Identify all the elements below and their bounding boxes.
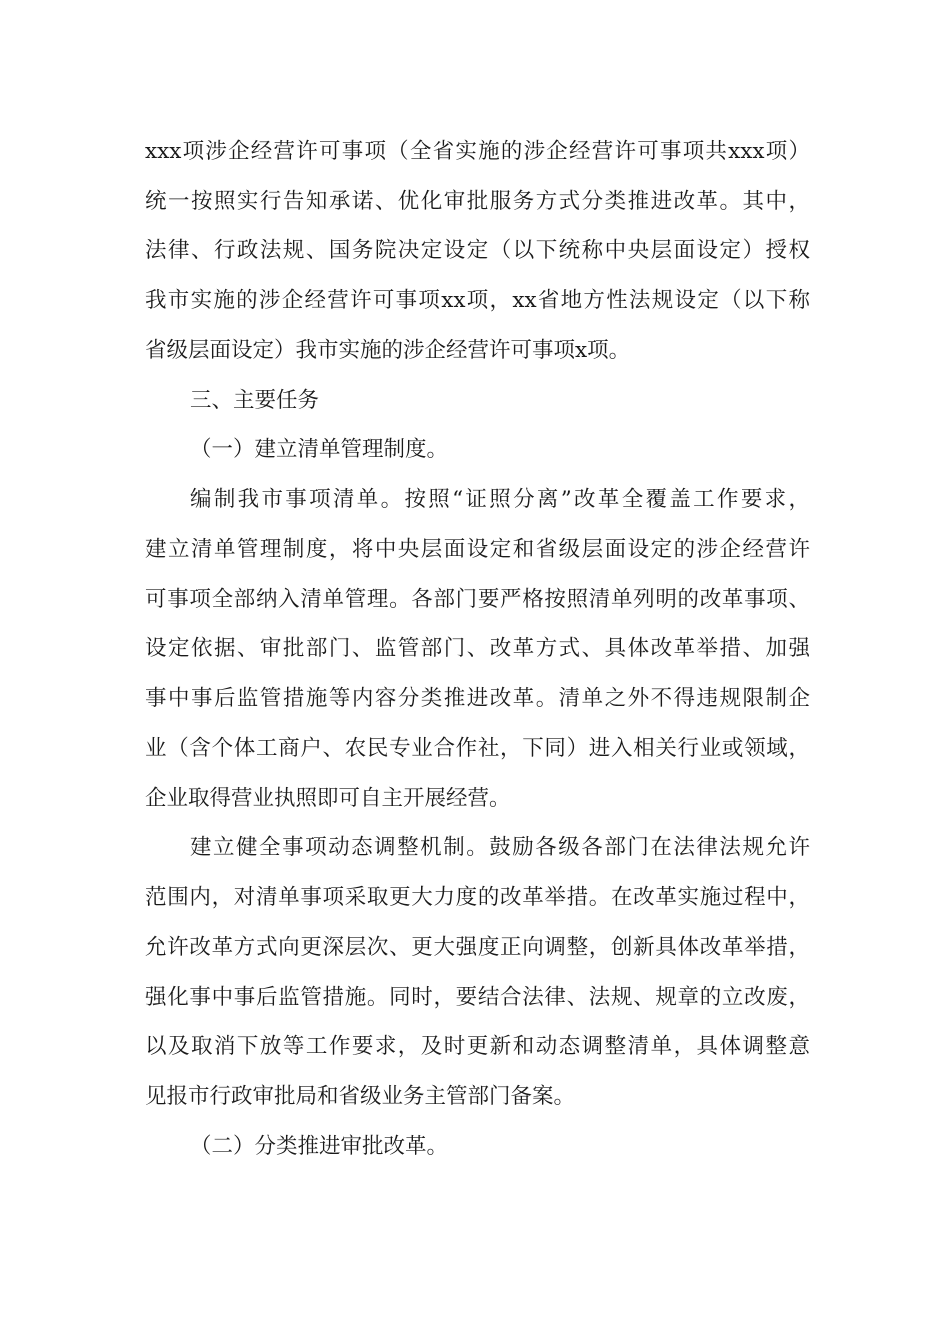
paragraph-line: 以及取消下放等工作要求，及时更新和动态调整清单，具体调整意: [145, 1034, 810, 1059]
paragraph-line: 允许改革方式向更深层次、更大强度正向调整，创新具体改革举措，: [145, 935, 810, 960]
paragraph-line: 编制我市事项清单。按照“证照分离”改革全覆盖工作要求，: [190, 487, 810, 512]
paragraph-line: 范围内，对清单事项采取更大力度的改革举措。在改革实施过程中，: [145, 885, 810, 910]
paragraph-line: 设定依据、审批部门、监管部门、改革方式、具体改革举措、加强: [145, 636, 810, 661]
paragraph-line: 见报市行政审批局和省级业务主管部门备案。: [145, 1084, 576, 1109]
subsection-heading: （二）分类推进审批改革。: [190, 1134, 449, 1159]
paragraph-line: 业（含个体工商户、农民专业合作社，下同）进入相关行业或领域，: [145, 736, 810, 761]
paragraph-line: 事中事后监管措施等内容分类推进改革。清单之外不得违规限制企: [145, 686, 810, 711]
paragraph-line: 我市实施的涉企经营许可事项xx项，xx省地方性法规设定（以下称: [145, 288, 810, 313]
section-heading: 三、主要任务: [190, 388, 320, 413]
paragraph-line: 建立健全事项动态调整机制。鼓励各级各部门在法律法规允许: [190, 835, 810, 860]
paragraph-line: 省级层面设定）我市实施的涉企经营许可事项x项。: [145, 338, 631, 363]
subsection-heading: （一）建立清单管理制度。: [190, 437, 449, 462]
paragraph-line: 建立清单管理制度，将中央层面设定和省级层面设定的涉企经营许: [145, 537, 810, 562]
paragraph-line: 统一按照实行告知承诺、优化审批服务方式分类推进改革。其中，: [145, 189, 810, 214]
paragraph-line: 强化事中事后监管措施。同时，要结合法律、法规、规章的立改废，: [145, 985, 810, 1010]
paragraph-line: 法律、行政法规、国务院决定设定（以下统称中央层面设定）授权: [145, 238, 810, 263]
paragraph-line: 可事项全部纳入清单管理。各部门要严格按照清单列明的改革事项、: [145, 587, 810, 612]
paragraph-line: 企业取得营业执照即可自主开展经营。: [145, 786, 511, 811]
paragraph-line: xxx项涉企经营许可事项（全省实施的涉企经营许可事项共xxx项）: [145, 139, 810, 164]
